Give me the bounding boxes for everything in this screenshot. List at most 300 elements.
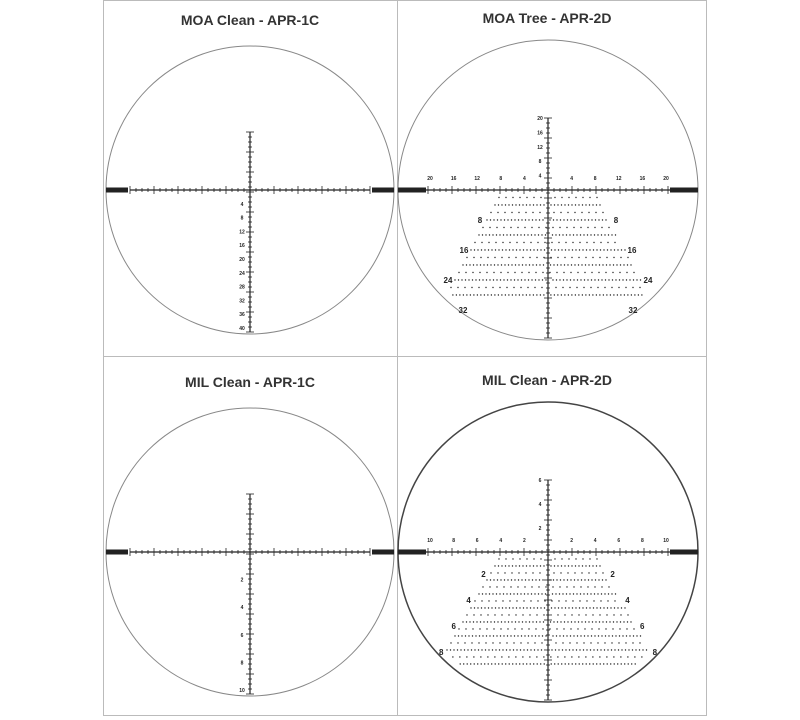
tree-dot xyxy=(501,614,502,615)
tree-dot xyxy=(577,279,578,280)
tree-dot xyxy=(552,593,553,594)
tree-dot xyxy=(632,287,633,288)
tree-dot xyxy=(556,579,557,580)
tree-dot xyxy=(517,227,518,228)
tree-dot xyxy=(614,607,615,608)
vertical-label: 28 xyxy=(239,284,245,291)
tree-dot xyxy=(499,234,500,235)
tree-dot xyxy=(482,635,483,636)
tree-dot xyxy=(593,649,594,650)
tree-dot xyxy=(540,204,541,205)
tree-dot xyxy=(478,649,479,650)
tree-dot xyxy=(551,242,552,243)
tree-dot xyxy=(540,607,541,608)
tree-dot xyxy=(520,642,521,643)
tree-dot xyxy=(516,249,517,250)
tree-dot xyxy=(480,621,481,622)
horizontal-label: 2 xyxy=(570,538,573,544)
tree-dot xyxy=(466,621,467,622)
tree-dot xyxy=(473,264,474,265)
tree-dot xyxy=(470,607,471,608)
tree-dot xyxy=(596,607,597,608)
tree-dot xyxy=(513,649,514,650)
tree-dot xyxy=(579,649,580,650)
horizontal-label: 4 xyxy=(570,176,573,182)
tree-dot xyxy=(576,649,577,650)
tree-dot xyxy=(623,621,624,622)
tree-dot xyxy=(538,279,539,280)
tree-dot xyxy=(500,635,501,636)
tree-dot xyxy=(492,642,493,643)
tree-dot xyxy=(598,219,599,220)
vertical-label: 8 xyxy=(240,215,244,222)
tree-label: 8 xyxy=(477,216,483,225)
tree-dot xyxy=(509,663,510,664)
tree-dot xyxy=(515,614,516,615)
tree-dot xyxy=(572,607,573,608)
tree-dot xyxy=(527,287,528,288)
tree-dot xyxy=(515,294,516,295)
tree-dot xyxy=(593,249,594,250)
tree-dot xyxy=(576,287,577,288)
tree-dot xyxy=(504,212,505,213)
tree-dot xyxy=(588,621,589,622)
tree-dot xyxy=(583,287,584,288)
tree-dot xyxy=(533,558,534,559)
tree-dot xyxy=(511,264,512,265)
tree-dot xyxy=(494,621,495,622)
tree-dot xyxy=(478,593,479,594)
tree-dot xyxy=(486,279,487,280)
tree-dot xyxy=(463,663,464,664)
tree-dot xyxy=(508,621,509,622)
tree-dot xyxy=(467,663,468,664)
tree-dot xyxy=(621,607,622,608)
tree-dot xyxy=(525,572,526,573)
tree-dot xyxy=(573,279,574,280)
horizontal-label: 2 xyxy=(523,538,526,544)
tree-dot xyxy=(615,593,616,594)
tree-dot xyxy=(586,663,587,664)
tree-dot xyxy=(600,249,601,250)
tree-dot xyxy=(561,249,562,250)
tree-dot xyxy=(584,579,585,580)
tree-dot xyxy=(470,294,471,295)
tree-dot xyxy=(514,219,515,220)
tree-dot xyxy=(608,586,609,587)
tree-dot xyxy=(621,249,622,250)
tree-label: 2 xyxy=(610,570,615,579)
tree-dot xyxy=(491,607,492,608)
tree-dot xyxy=(507,279,508,280)
tree-dot xyxy=(556,279,557,280)
tree-dot xyxy=(570,628,571,629)
tree-dot xyxy=(641,656,642,657)
tree-dot xyxy=(488,649,489,650)
tree-dot xyxy=(543,656,544,657)
tree-dot xyxy=(626,628,627,629)
tree-dot xyxy=(582,558,583,559)
tree-dot xyxy=(567,621,568,622)
tree-dot xyxy=(558,607,559,608)
tree-dot xyxy=(520,234,521,235)
tree-dot xyxy=(535,579,536,580)
tree-dot xyxy=(615,234,616,235)
tree-dot xyxy=(550,264,551,265)
tree-dot xyxy=(500,579,501,580)
tree-dot xyxy=(581,579,582,580)
tree-dot xyxy=(542,279,543,280)
tree-dot xyxy=(508,614,509,615)
tree-label: 8 xyxy=(438,648,444,657)
tree-dot xyxy=(591,279,592,280)
tree-dot xyxy=(550,656,551,657)
tree-dot xyxy=(516,600,517,601)
tree-dot xyxy=(501,565,502,566)
tree-dot xyxy=(601,234,602,235)
title-moa-tree-apr-2d: MOA Tree - APR-2D xyxy=(482,10,612,26)
tree-dot xyxy=(488,607,489,608)
tree-dot xyxy=(557,656,558,657)
tree-dot xyxy=(555,642,556,643)
tree-dot xyxy=(596,294,597,295)
tree-dot xyxy=(573,227,574,228)
tree-dot xyxy=(473,656,474,657)
tree-dot xyxy=(488,249,489,250)
tree-dot xyxy=(627,294,628,295)
tree-dot xyxy=(554,294,555,295)
tree-dot xyxy=(565,242,566,243)
tree-dot xyxy=(496,593,497,594)
tree-dot xyxy=(580,593,581,594)
tree-dot xyxy=(600,242,601,243)
tree-dot xyxy=(571,565,572,566)
tree-dot xyxy=(489,279,490,280)
tree-dot xyxy=(514,272,515,273)
tree-dot xyxy=(602,219,603,220)
tree-dot xyxy=(488,242,489,243)
tree-dot xyxy=(587,279,588,280)
title-mil-clean-apr-1c: MIL Clean - APR-1C xyxy=(185,374,315,390)
tree-dot xyxy=(525,579,526,580)
tree-dot xyxy=(592,257,593,258)
tree-dot xyxy=(634,656,635,657)
tree-dot xyxy=(598,628,599,629)
tree-dot xyxy=(568,294,569,295)
tree-dot xyxy=(529,294,530,295)
tree-dot xyxy=(459,294,460,295)
tree-dot xyxy=(563,219,564,220)
tree-dot xyxy=(551,663,552,664)
tree-dot xyxy=(466,257,467,258)
tree-dot xyxy=(561,204,562,205)
tree-dot xyxy=(585,614,586,615)
vertical-label: 20 xyxy=(537,116,543,122)
tree-dot xyxy=(579,249,580,250)
tree-dot xyxy=(570,279,571,280)
tree-dot xyxy=(526,197,527,198)
tree-dot xyxy=(482,593,483,594)
tree-dot xyxy=(589,204,590,205)
tree-dot xyxy=(480,614,481,615)
tree-dot xyxy=(586,607,587,608)
horizontal-label: 6 xyxy=(475,538,479,544)
horizontal-label: 6 xyxy=(617,538,621,544)
tree-dot xyxy=(526,249,527,250)
tree-dot xyxy=(520,593,521,594)
tree-dot xyxy=(496,227,497,228)
tree-dot xyxy=(532,219,533,220)
tree-dot xyxy=(640,635,641,636)
tree-dot xyxy=(493,272,494,273)
tree-dot xyxy=(510,635,511,636)
tree-dot xyxy=(559,279,560,280)
tree-dot xyxy=(466,614,467,615)
tree-dot xyxy=(509,600,510,601)
tree-dot xyxy=(460,663,461,664)
tree-dot xyxy=(536,204,537,205)
tree-dot xyxy=(552,227,553,228)
tree-dot xyxy=(579,242,580,243)
tree-dot xyxy=(620,264,621,265)
tree-dot xyxy=(507,579,508,580)
tree-dot xyxy=(626,272,627,273)
tree-dot xyxy=(552,586,553,587)
tree-dot xyxy=(466,656,467,657)
horizontal-label: 16 xyxy=(639,176,646,182)
tree-dot xyxy=(537,607,538,608)
tree-dot xyxy=(470,249,471,250)
tree-dot xyxy=(577,579,578,580)
tree-dot xyxy=(527,234,528,235)
tree-dot xyxy=(613,294,614,295)
tree-dot xyxy=(585,264,586,265)
tree-dot xyxy=(569,593,570,594)
tree-dot xyxy=(507,272,508,273)
tree-dot xyxy=(529,656,530,657)
tree-dot xyxy=(570,272,571,273)
tree-dot xyxy=(619,635,620,636)
tree-dot xyxy=(585,294,586,295)
tree-dot xyxy=(594,586,595,587)
tree-dot xyxy=(453,649,454,650)
tree-dot xyxy=(613,614,614,615)
horizontal-label: 8 xyxy=(452,538,455,544)
tree-dot xyxy=(492,287,493,288)
tree-dot xyxy=(626,279,627,280)
tree-dot xyxy=(560,579,561,580)
tree-dot xyxy=(567,572,568,573)
tree-dot xyxy=(489,234,490,235)
horizontal-label: 12 xyxy=(616,176,622,182)
tree-dot xyxy=(492,593,493,594)
tree-dot xyxy=(505,565,506,566)
title-moa-clean-apr-1c: MOA Clean - APR-1C xyxy=(180,12,320,28)
tree-dot xyxy=(601,279,602,280)
tree-dot xyxy=(568,663,569,664)
tree-dot xyxy=(568,558,569,559)
tree-dot xyxy=(594,227,595,228)
tree-dot xyxy=(486,635,487,636)
tree-dot xyxy=(479,628,480,629)
tree-dot xyxy=(570,219,571,220)
tree-dot xyxy=(498,565,499,566)
tree-dot xyxy=(575,565,576,566)
tree-dot xyxy=(559,635,560,636)
tree-dot xyxy=(499,287,500,288)
tree-dot xyxy=(496,279,497,280)
tree-dot xyxy=(595,212,596,213)
tree-dot xyxy=(494,264,495,265)
tree-dot xyxy=(515,264,516,265)
tree-dot xyxy=(530,663,531,664)
tree-dot xyxy=(541,649,542,650)
tree-dot xyxy=(544,600,545,601)
tree-dot xyxy=(474,663,475,664)
tree-dot xyxy=(543,264,544,265)
tree-dot xyxy=(589,607,590,608)
tree-dot xyxy=(588,579,589,580)
tree-dot xyxy=(597,234,598,235)
tree-dot xyxy=(477,249,478,250)
vertical-label: 2 xyxy=(538,526,542,532)
tree-dot xyxy=(535,279,536,280)
tree-dot xyxy=(507,628,508,629)
tree-dot xyxy=(506,287,507,288)
tree-dot xyxy=(528,279,529,280)
tree-dot xyxy=(582,197,583,198)
tree-dot xyxy=(557,621,558,622)
tree-dot xyxy=(518,219,519,220)
tree-dot xyxy=(618,649,619,650)
tree-dot xyxy=(551,607,552,608)
tree-dot xyxy=(512,294,513,295)
tree-dot xyxy=(533,204,534,205)
tree-dot xyxy=(614,663,615,664)
tree-dot xyxy=(477,607,478,608)
tree-dot xyxy=(620,257,621,258)
tree-dot xyxy=(518,621,519,622)
tree-dot xyxy=(497,212,498,213)
tree-dot xyxy=(522,565,523,566)
tree-dot xyxy=(600,663,601,664)
tree-dot xyxy=(561,197,562,198)
tree-dot xyxy=(605,579,606,580)
tree-dot xyxy=(595,579,596,580)
tree-dot xyxy=(540,565,541,566)
tree-dot xyxy=(554,663,555,664)
tree-dot xyxy=(464,287,465,288)
tree-dot xyxy=(565,249,566,250)
tree-dot xyxy=(536,257,537,258)
tree-dot xyxy=(590,642,591,643)
tree-dot xyxy=(633,279,634,280)
tree-dot xyxy=(510,234,511,235)
tree-dot xyxy=(573,635,574,636)
tree-dot xyxy=(585,656,586,657)
tree-dot xyxy=(478,642,479,643)
tree-dot xyxy=(610,663,611,664)
tree-dot xyxy=(522,294,523,295)
tree-dot xyxy=(560,219,561,220)
tree-dot xyxy=(631,663,632,664)
tree-dot xyxy=(482,234,483,235)
tree-dot xyxy=(550,257,551,258)
tree-dot xyxy=(605,279,606,280)
tree-dot xyxy=(551,249,552,250)
tree-dot xyxy=(503,586,504,587)
tree-dot xyxy=(578,294,579,295)
tree-dot xyxy=(495,600,496,601)
tree-dot xyxy=(536,614,537,615)
tree-dot xyxy=(526,294,527,295)
tree-dot xyxy=(633,272,634,273)
tree-dot xyxy=(529,621,530,622)
tree-dot xyxy=(516,607,517,608)
tree-dot xyxy=(515,257,516,258)
tree-dot xyxy=(616,264,617,265)
tree-dot xyxy=(476,621,477,622)
tree-dot xyxy=(594,593,595,594)
tree-dot xyxy=(513,287,514,288)
tree-dot xyxy=(561,607,562,608)
tree-dot xyxy=(482,586,483,587)
tree-dot xyxy=(636,635,637,636)
tree-dot xyxy=(489,593,490,594)
tree-dot xyxy=(592,656,593,657)
tree-dot xyxy=(485,234,486,235)
tree-dot xyxy=(564,204,565,205)
tree-dot xyxy=(566,586,567,587)
tree-dot xyxy=(575,249,576,250)
tree-dot xyxy=(504,264,505,265)
tree-dot xyxy=(545,635,546,636)
tree-dot xyxy=(461,635,462,636)
tree-dot xyxy=(558,242,559,243)
tree-dot xyxy=(597,593,598,594)
tree-dot xyxy=(569,287,570,288)
tree-dot xyxy=(525,264,526,265)
tree-dot xyxy=(506,234,507,235)
tree-dot xyxy=(488,600,489,601)
tree-dot xyxy=(576,642,577,643)
tree-dot xyxy=(543,614,544,615)
tree-dot xyxy=(456,294,457,295)
tree-dot xyxy=(483,621,484,622)
tree-dot xyxy=(625,287,626,288)
tree-dot xyxy=(557,257,558,258)
tree-dot xyxy=(505,663,506,664)
tree-dot xyxy=(506,642,507,643)
title-mil-clean-apr-2d: MIL Clean - APR-2D xyxy=(482,372,612,388)
tree-dot xyxy=(525,212,526,213)
vertical-label: 10 xyxy=(239,688,245,694)
tree-dot xyxy=(608,234,609,235)
tree-dot xyxy=(528,272,529,273)
tree-dot xyxy=(534,287,535,288)
tree-dot xyxy=(537,600,538,601)
tree-dot xyxy=(536,294,537,295)
tree-dot xyxy=(598,579,599,580)
tree-dot xyxy=(489,635,490,636)
tree-dot xyxy=(602,621,603,622)
tree-dot xyxy=(571,294,572,295)
tree-dot xyxy=(495,249,496,250)
tree-dot xyxy=(536,264,537,265)
tree-dot xyxy=(562,642,563,643)
tree-dot xyxy=(555,593,556,594)
tree-dot xyxy=(563,272,564,273)
